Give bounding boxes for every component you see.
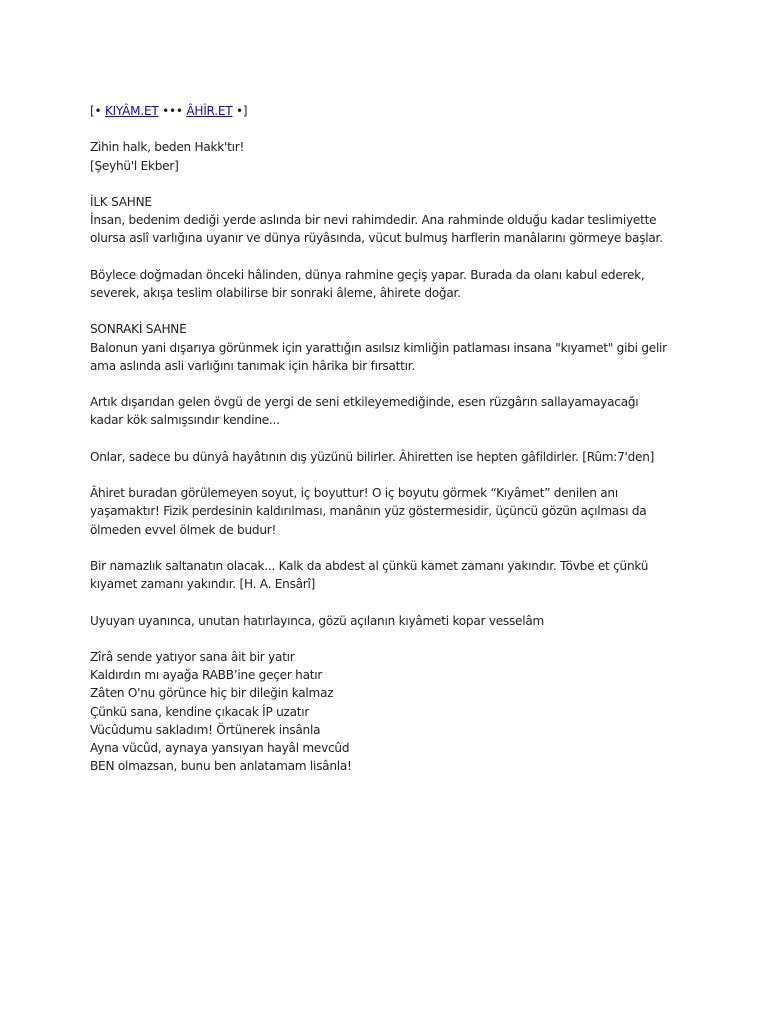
paragraph-line: Artık dışarıdan gelen övgü de yergi de seni etkileyemediğinde, esen rüzgârın sallayamayacağı [90,395,639,410]
epigraph-attribution: [Şeyhü'l Ekber] [90,158,179,173]
quote-rum: Onlar, sadece bu dünyâ hayâtının dış yüzünü bilirler. Âhiretten ise hepten gâfildirler. [Rûm:7'den] [90,449,655,464]
kiyamet-link[interactable]: KIYÂM.ET [104,104,159,118]
paragraph-line: Bir namazlık saltanatın olacak... Kalk da abdest al çünkü kamet zamanı yakındır. Tövbe et çünkü [90,558,649,573]
paragraph-line: severek, akışa teslim olabilirse bir sonraki âleme, âhirete doğar. [90,285,461,300]
paragraph-line: ölmeden evvel ölmek de budur! [90,522,277,537]
nav-close-bracket: •] [232,104,248,118]
nav-breadcrumb [90,102,690,120]
nav-separator: ••• [158,104,187,118]
ahiret-link[interactable]: ÂHİR.ET [186,104,233,118]
poem-line: Çünkü sana, kendine çıkacak İP uzatır [90,704,310,719]
epigraph-quote: Zihin halk, beden Hakk'tır! [90,140,245,155]
paragraph-line: kıyamet zamanı yakındır. [H. A. Ensârî] [90,577,316,592]
paragraph-line: Böylece doğmadan önceki hâlinden, dünya rahmine geçiş yapar. Burada da olanı kabul ederek, [90,267,645,282]
poem-line: Ayna vücûd, aynaya yansıyan hayâl mevcûd [90,740,350,755]
paragraph-line: olursa aslî varlığına uyanır ve dünya rüyâsında, vücut bulmuş harflerin manâlarını görmeye başlar. [90,231,663,246]
poem-block [90,648,690,775]
nav-open-bracket: [• [90,104,105,118]
document-body [90,102,690,775]
poem-line: Zîrâ sende yatıyor sana âit bir yatır [90,649,295,664]
section-heading-ilk-sahne: İLK SAHNE [90,194,152,209]
poem-line: BEN olmazsan, bunu ben anlatamam lisânla! [90,759,352,774]
paragraph-line: Balonun yani dışarıya görünmek için yarattığın asılsız kimliğin patlaması insana "kıyamet" gibi gelir [90,340,667,355]
paragraph-line: kadar kök salmışsındır kendine... [90,413,280,428]
poem-line: Vücûdumu sakladım! Örtünerek insânla [90,722,321,737]
poem-line: Zâten O'nu görünce hiç bir dileğin kalmaz [90,686,334,701]
paragraph-line: Uyuyan uyanınca, unutan hatırlayınca, gözü açılanın kıyâmeti kopar vesselâm [90,613,545,628]
paragraph-line: yaşamaktır! Fizik perdesinin kaldırılması, manânın yüz göstermesidir, üçüncü gözün açılması da [90,504,647,519]
section-heading-sonraki-sahne: SONRAKİ SAHNE [90,322,187,337]
paragraph-line: İnsan, bedenim dediği yerde aslında bir nevi rahimdedir. Ana rahminde olduğu kadar teslimiyette [90,213,657,228]
paragraph-line: ama aslında asli varlığını tanımak için hârika bir fırsattır. [90,358,415,373]
poem-line: Kaldırdın mı ayağa RABB’ine geçer hatır [90,668,323,683]
paragraph-line: Âhiret buradan görülemeyen soyut, iç boyuttur! O iç boyutu görmek “Kıyâmet” denilen anı [90,486,618,501]
